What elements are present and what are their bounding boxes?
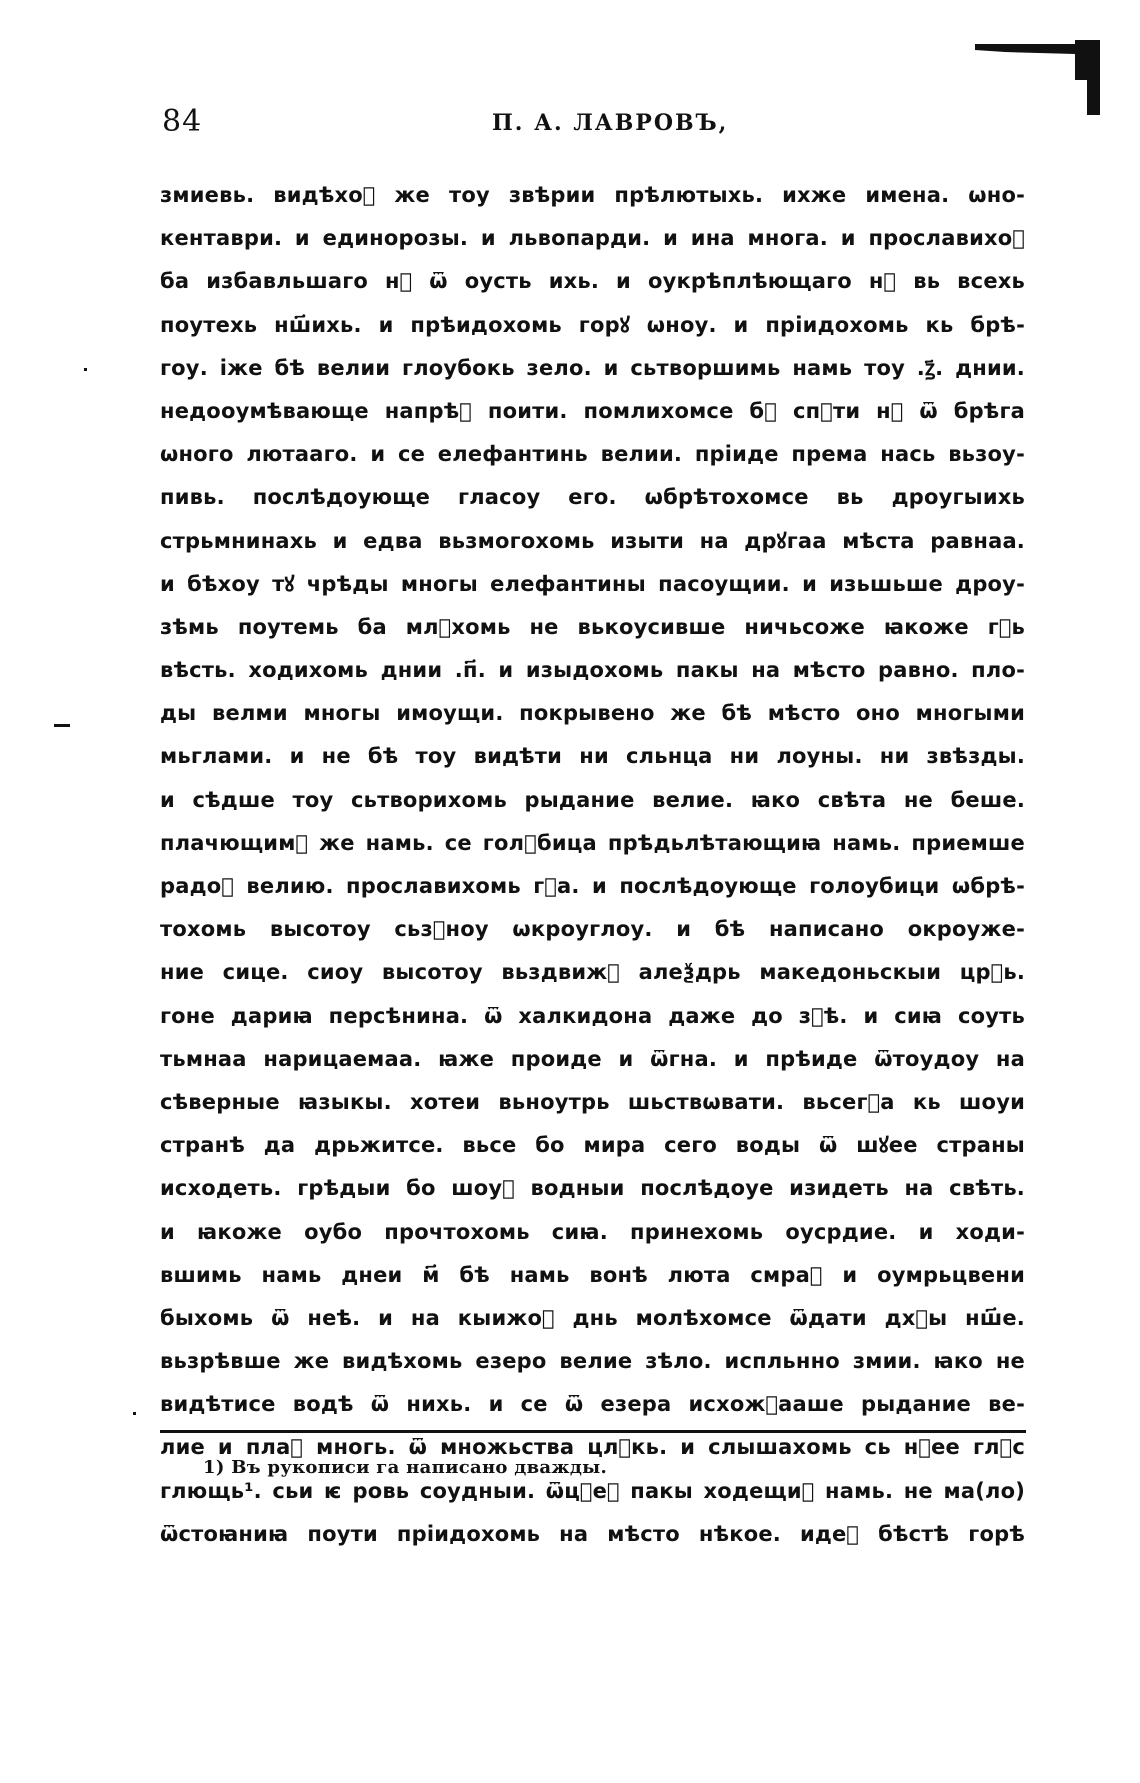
text-line: змиевь. видѣхоⷨ же тоу звѣрии прѣлютыхь. ихже имена. ѡно- (160, 183, 1025, 207)
text-line: гоне дариꙗ персѣнина. ѿ халкидона даже до зⷭѣ. и сиꙗ соуть (160, 1003, 1025, 1028)
text-line: вшимь намь днеи м҃ бѣ намь вонѣ люта смраⷣ и оумрьцвени (160, 1262, 1025, 1287)
text-line: тохомь высотоу сьзⷭноу ѡкроуглоу. и бѣ написано окроуже- (160, 917, 1025, 942)
text-line: недооумѣвающе напрѣⷣ поити. помлихомсе бꙋ спⷭти нⷭ ѿ брѣга (160, 398, 1025, 423)
text-line: мьглами. и не бѣ тоу видѣти ни сльнца ни лоуны. ни звѣзды. (160, 744, 1025, 769)
text-line: кентаври. и единорозы. и львопарди. и ина многа. и прославихоⷨ (160, 226, 1025, 251)
text-line: зѣмь поутемь ба млⷭхомь не вькоусивше ничьсоже ꙗкоже гⷭь (160, 614, 1025, 639)
text-line: ба избавльшаго нⷭ ѿ оусть ихь. и оукрѣплѣющаго нⷭ вь всехь (160, 269, 1025, 294)
scan-speck (133, 1412, 136, 1415)
running-title: П. А. ЛАВРОВЪ, (492, 110, 729, 136)
text-line: пивь. послѣдоующе гласоу его. ѡбрѣтохомсе вь дроугыихь (160, 485, 1025, 510)
page-header (162, 104, 1024, 148)
text-line: вьзрѣвше же видѣхомь езеро велие зѣло. испльнно змии. ꙗко не (160, 1349, 1025, 1374)
text-line: плачющимⷨ же намь. се голꙋбица прѣдьлѣтающиꙗ намь. приемше (160, 830, 1025, 855)
page-number: 84 (162, 104, 203, 139)
text-line: видѣтисе водѣ ѿ нихь. и се ѿ езера исхожⷭааше рыдание ве- (160, 1392, 1025, 1417)
footnote: 1) Въ рукописи га написано дважды. (203, 1457, 608, 1478)
text-line: ѡного лютааго. и се елефантинь велии. прiиде према нась вьзоу- (160, 442, 1025, 467)
text-line: поутехь нш҃ихь. и прѣидохомь горꙋ ѡноу. и прiидохомь кь брѣ- (160, 312, 1025, 337)
scan-speck (84, 368, 87, 371)
scan-speck (54, 724, 70, 727)
text-line: исходеть. грѣдыи бо шоуⷭ водныи послѣдоуе изидеть на свѣть. (160, 1176, 1025, 1201)
text-line: странѣ да дрьжитсе. вьсе бо мира сего воды ѿ шꙋее страны (160, 1133, 1025, 1158)
text-line: стрьмнинахь и едва вьзмогохомь изыти на дрꙋгаа мѣста равнаа. (160, 528, 1025, 553)
text-line: сѣверные ꙗзыкы. хотеи вьноутрь шьствѡвати. вьсегⷣа кь шоуи (160, 1089, 1025, 1114)
text-line: радоⷭ велию. прославихомь гⷭа. и послѣдоующе голоубици ѡбрѣ- (160, 874, 1025, 898)
text-line: тьмнаа нарицаемаа. ꙗже проиде и ѿгна. и прѣиде ѿтоудоу на (160, 1046, 1025, 1071)
footnote-rule (160, 1430, 1026, 1433)
text-line: ние сице. сиоу высотоу вьздвижⷭ алеѯдрь македоньскыи црⷭь. (160, 960, 1025, 985)
text-line: глющь¹. сьи ѥ ровь соудныи. ѿцⷭеⷨ пакы ходещиⷨ намь. не ма(ло) (160, 1478, 1025, 1503)
text-line: ды велми многы имоущи. покрывено же бѣ мѣсто оно многыми (160, 701, 1025, 726)
text-line: и ꙗкоже оубо прочтохомь сиꙗ. принехомь оусрдие. и ходи- (160, 1219, 1025, 1244)
text-line: вѣсть. ходихомь днии .п҃. и изыдохомь пакы на мѣсто равно. пло- (160, 658, 1025, 683)
text-line: лие и плаⷱ многь. ѿ множьства цлⷭкь. и слышахомь сь нⷭее глⷭс (160, 1435, 1025, 1460)
text-line: гоу. іже бѣ велии глоубокь зело. и сьтворшимь намь тоу .ꙁ҃. днии. (160, 355, 1025, 380)
text-line: быхомь ѿ неѣ. и на кыижоⷭ днь молѣхомсе ѿдати дхⷭы нш҃е. (160, 1305, 1025, 1330)
text-line: и бѣхоу тꙋ чрѣды многы елефантины пасоущии. и изьшьше дроу- (160, 571, 1025, 596)
text-line: и сѣдше тоу сьтворихомь рыдание велие. ꙗко свѣта не беше. (160, 787, 1025, 812)
main-text-block (160, 174, 1025, 1556)
text-line: ѿстоꙗниꙗ поути прiидохомь на мѣсто нѣкое. идеⷨ бѣстѣ горѣ (160, 1521, 1025, 1546)
